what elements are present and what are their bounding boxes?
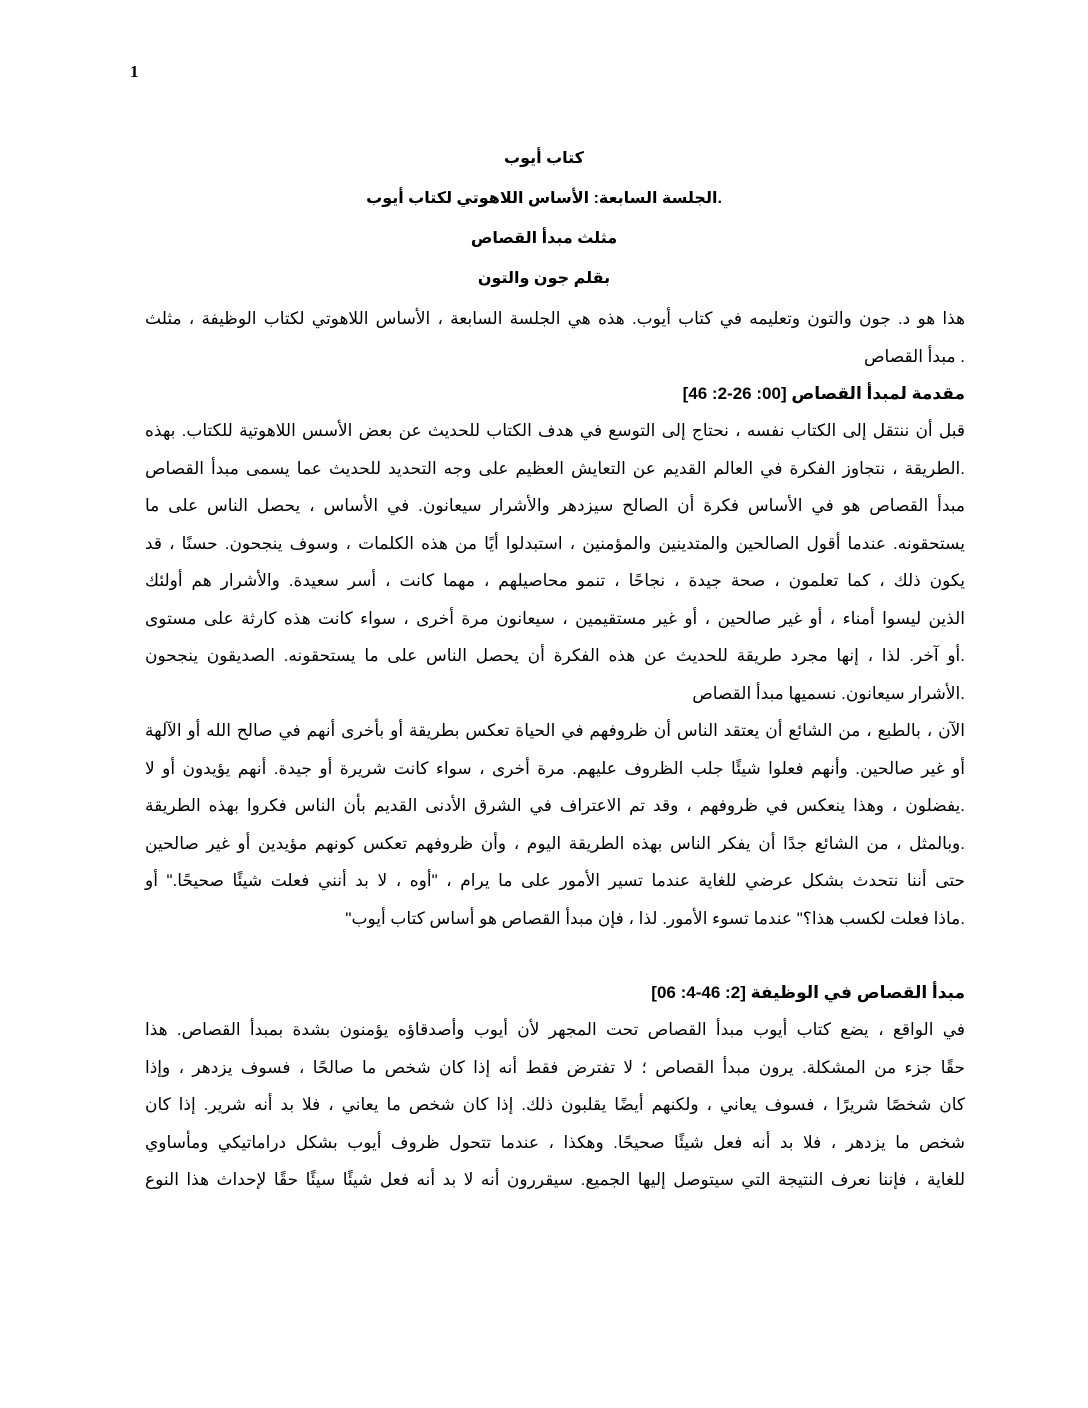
- text-line: .أو آخر. لذا ، إنها مجرد طريقة للحديث عن هذه الفكرة أن يحصل الناس على ما يستحقونه. الصديقون ينجحون: [145, 646, 965, 665]
- text-line: حقًا جزء من المشكلة. يرون مبدأ القصاص ؛ لا تفترض فقط أنه إذا كان شخص ما صالحًا ، فسوف يزدهر ، وإذا: [145, 1057, 965, 1077]
- text-line: أو غير صالحين. وأنهم فعلوا شيئًا جلب الظروف عليهم. مرة أخرى ، سواء كانت شريرة أو جيدة. أنهم يؤيدون أو لا: [145, 758, 965, 778]
- page-number: 1: [130, 62, 139, 81]
- title-block: [0, 146, 1088, 306]
- text-line: مبدأ القصاص هو في الأساس فكرة أن الصالح سيزدهر والأشرار سيعانون. في الأساس ، يحصل الناس على ما: [145, 496, 965, 515]
- section-heading-principle-in-job: مبدأ القصاص في الوظيفة [2: 46-4: 06]: [651, 983, 965, 1002]
- book-title: كتاب أيوب: [504, 150, 584, 167]
- text-line: الآن ، بالطبع ، من الشائع أن يعتقد الناس أن ظروفهم في الحياة تعكس بطريقة أو بأخرى أنهم في صالح الله أو الآلهة: [145, 721, 965, 740]
- author-line: بقلم جون والتون: [477, 270, 611, 287]
- session-title: .الجلسة السابعة: الأساس اللاهوتي لكتاب أيوب: [366, 190, 722, 207]
- text-line: للغاية ، فإننا نعرف النتيجة التي سيتوصل إليها الجميع. سيقررون أنه لا بد أنه فعل شيئًا سيئًا حقًا لإحداث هذا النوع: [145, 1170, 965, 1189]
- text-line: .يفضلون ، وهذا ينعكس في ظروفهم ، وقد تم الاعتراف في الشرق الأدنى القديم بأن الناس فكروا بهذه الطريقة: [145, 796, 965, 815]
- section-heading-intro: مقدمة لمبدأ القصاص [00: 26-2: 46]: [682, 384, 965, 403]
- text-line: . مبدأ القصاص: [863, 346, 965, 366]
- text-line: يكون ذلك ، كما تعلمون ، صحة جيدة ، نجاحًا ، تنمو محاصيلهم ، مهما كانت ، أسر سعيدة. والأشرار هم أولئك: [145, 571, 965, 590]
- text-line: حتى أننا نتحدث بشكل عرضي للغاية عندما تسير الأمور على ما يرام ، "أوه ، لا بد أنني فعلت شيئًا صحيحًا." أو: [145, 871, 965, 890]
- paragraph: [145, 712, 965, 937]
- text-line: شخص ما يزدهر ، فلا بد أنه فعل شيئًا صحيحًا. وهكذا ، عندما تتحول ظروف أيوب بشكل دراماتيكي ومأساوي: [145, 1132, 965, 1152]
- text-line: .الطريقة ، نتجاوز الفكرة في العالم القديم عن التعايش العظيم على وجه التحديد للحديث عما يسمى مبدأ القصاص: [145, 458, 965, 478]
- paragraph: [145, 1011, 965, 1199]
- text-line: يستحقونه. عندما أقول الصالحين والمتدينين والمؤمنين ، استبدلوا أيًا من هذه الكلمات ، وسوف ينجحون. حسنًا ، قد: [145, 533, 965, 553]
- text-line: .ماذا فعلت لكسب هذا؟" عندما تسوء الأمور. لذا ، فإن مبدأ القصاص هو أساس كتاب أيوب": [345, 908, 965, 928]
- intro-paragraph: [145, 300, 965, 375]
- text-line: .وبالمثل ، من الشائع جدًا أن يفكر الناس بهذه الطريقة اليوم ، وأن ظروفهم تعكس كونهم مؤيدين أو غير صالحين: [145, 833, 965, 853]
- subtitle: مثلث مبدأ القصاص: [470, 230, 618, 247]
- text-line: في الواقع ، يضع كتاب أيوب مبدأ القصاص تحت المجهر لأن أيوب وأصدقاؤه يؤمنون بشدة بمبدأ القصاص. هذا: [145, 1020, 965, 1039]
- document-body: [145, 300, 965, 1199]
- text-line: .الأشرار سيعانون. نسميها مبدأ القصاص: [692, 683, 965, 703]
- text-line: كان شخصًا شريرًا ، فسوف يعاني ، ولكنهم أيضًا يقلبون ذلك. إذا كان شخص ما يعاني ، فلا بد أنه شرير. إذا كان: [145, 1095, 965, 1114]
- paragraph: [145, 412, 965, 712]
- text-line: الذين ليسوا أمناء ، أو غير صالحين ، أو غير مستقيمين ، سيعانون مرة أخرى ، سواء كانت هذه كارثة على مستوى: [145, 608, 965, 628]
- text-line: هذا هو د. جون والتون وتعليمه في كتاب أيوب. هذه هي الجلسة السابعة ، الأساس اللاهوتي لكتاب الوظيفة ، مثلث: [145, 309, 965, 328]
- blank-line: [145, 937, 965, 974]
- text-line: قبل أن ننتقل إلى الكتاب نفسه ، نحتاج إلى التوسع في هدف الكتاب للحديث عن بعض الأسس اللاهوتية للكتاب. بهذه: [145, 421, 965, 440]
